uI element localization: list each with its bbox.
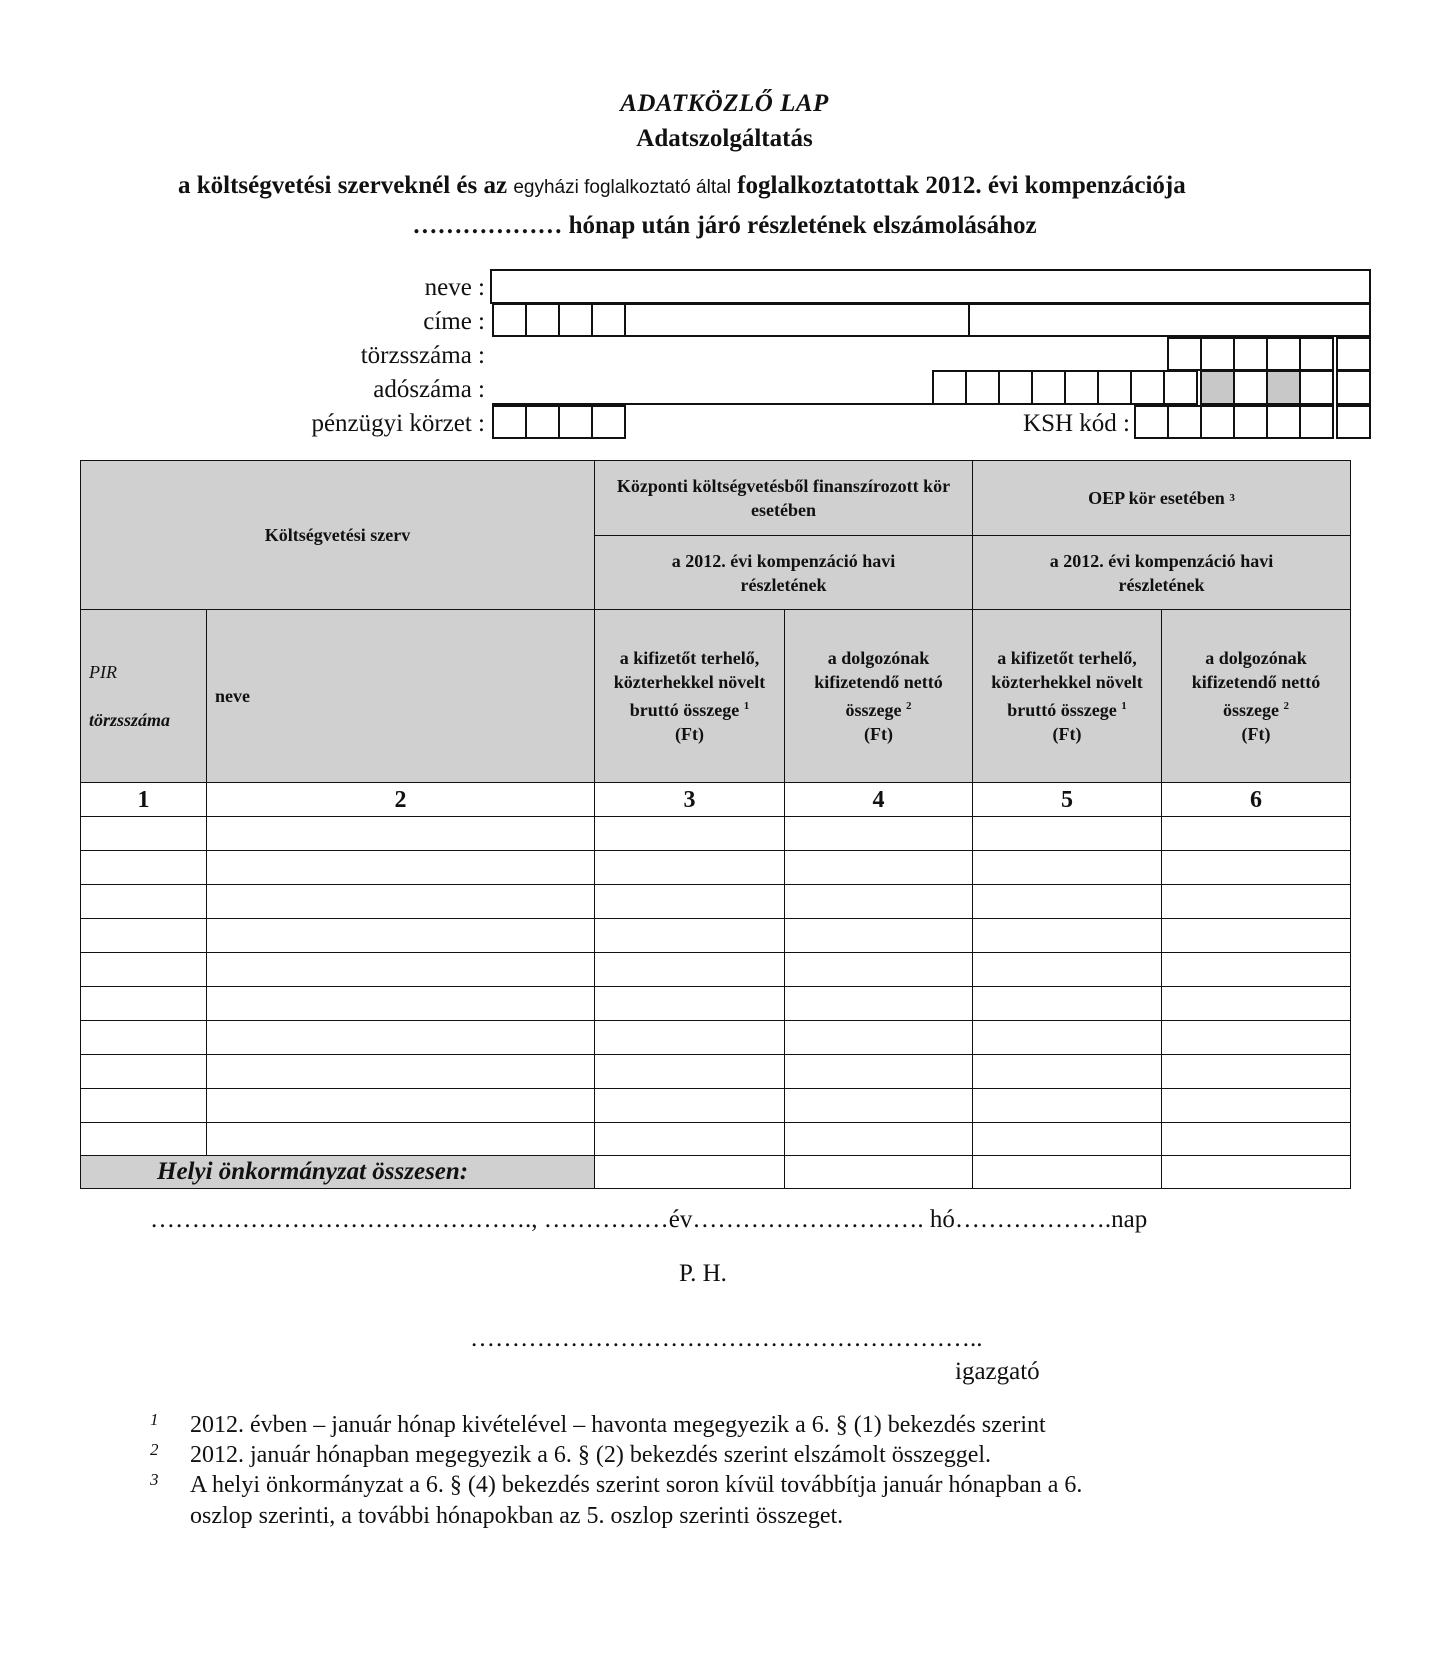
address-label: címe : xyxy=(423,308,485,335)
table-cell[interactable] xyxy=(80,986,207,1021)
subtitle-line-1 xyxy=(178,172,1186,200)
col-header-6-footnote: 2 xyxy=(1283,700,1289,712)
tax-digit-11[interactable] xyxy=(1336,370,1371,405)
subtitle-line-2: ……………… hónap után járó részletének elszámolásához xyxy=(412,212,1037,239)
table-cell[interactable] xyxy=(784,1054,973,1089)
ksh-digit-1[interactable] xyxy=(1134,405,1169,439)
registry-digit-6[interactable] xyxy=(1336,337,1371,371)
tax-label: adószáma : xyxy=(373,376,485,403)
oep-header xyxy=(972,460,1351,536)
tax-separator-1 xyxy=(1200,370,1235,405)
col-number-1: 1 xyxy=(80,782,207,817)
ksh-digit-3[interactable] xyxy=(1200,405,1235,439)
col-header-4-unit: (Ft) xyxy=(864,724,893,744)
tax-digit-9[interactable] xyxy=(1233,370,1268,405)
table-cell[interactable] xyxy=(594,850,785,885)
col-header-3-footnote: 1 xyxy=(743,700,750,712)
table-cell[interactable] xyxy=(972,952,1162,987)
district-digit-2[interactable] xyxy=(525,405,560,439)
central-subheader: a 2012. évi kompenzáció havi részletének xyxy=(594,535,973,610)
table-cell[interactable] xyxy=(972,1054,1162,1089)
table-cell[interactable] xyxy=(784,1088,973,1123)
table-cell[interactable] xyxy=(594,986,785,1021)
table-cell[interactable] xyxy=(80,1020,207,1055)
footnote-3-continuation: oszlop szerinti, a további hónapokban az 5. oszlop szerinti összeget. xyxy=(190,1503,844,1529)
tax-digit-3[interactable] xyxy=(998,370,1033,405)
signature-line: …………………………………………………….. xyxy=(470,1325,983,1352)
district-digit-3[interactable] xyxy=(558,405,593,439)
sum-col-4[interactable] xyxy=(784,1155,973,1189)
col-number-5: 5 xyxy=(972,782,1162,817)
col-header-3-unit: (Ft) xyxy=(675,724,704,744)
col-header-3-text: a kifizetőt terhelő, közterhekkel növelt bruttó összege xyxy=(613,648,766,720)
registry-digit-4[interactable] xyxy=(1266,337,1301,371)
table-cell[interactable] xyxy=(206,884,595,919)
table-cell[interactable] xyxy=(1161,1020,1351,1055)
table-cell[interactable] xyxy=(1161,1122,1351,1157)
table-cell[interactable] xyxy=(1161,1088,1351,1123)
table-cell[interactable] xyxy=(594,1054,785,1089)
table-cell[interactable] xyxy=(206,918,595,953)
postcode-digit-2[interactable] xyxy=(525,303,560,337)
footnote-3-text: A helyi önkormányzat a 6. § (4) bekezdés szerint soron kívül továbbítja január hónapban a 6. xyxy=(190,1472,1083,1498)
col-number-6: 6 xyxy=(1161,782,1351,817)
table-cell[interactable] xyxy=(784,884,973,919)
table-cell[interactable] xyxy=(80,1122,207,1157)
postcode-digit-3[interactable] xyxy=(558,303,593,337)
date-line: ………………………………………., ……………év………………………. hó……………….nap xyxy=(150,1206,1148,1233)
table-cell[interactable] xyxy=(972,1088,1162,1123)
table-cell[interactable] xyxy=(1161,1054,1351,1089)
col-header-name: neve xyxy=(206,609,595,783)
table-cell[interactable] xyxy=(972,986,1162,1021)
ksh-digit-4[interactable] xyxy=(1233,405,1268,439)
table-cell[interactable] xyxy=(80,884,207,919)
table-cell[interactable] xyxy=(784,918,973,953)
table-cell[interactable] xyxy=(1161,816,1351,851)
table-cell[interactable] xyxy=(784,952,973,987)
table-cell[interactable] xyxy=(80,918,207,953)
district-digit-4[interactable] xyxy=(591,405,626,439)
col-header-5 xyxy=(972,609,1162,783)
col-number-3: 3 xyxy=(594,782,785,817)
table-cell[interactable] xyxy=(206,1122,595,1157)
oep-subheader: a 2012. évi kompenzáció havi részletének xyxy=(972,535,1351,610)
sum-col-3[interactable] xyxy=(594,1155,785,1189)
table-cell[interactable] xyxy=(80,952,207,987)
col-header-3 xyxy=(594,609,785,783)
sum-col-5[interactable] xyxy=(972,1155,1162,1189)
sum-row-label: Helyi önkormányzat összesen: xyxy=(80,1155,595,1189)
ksh-digit-2[interactable] xyxy=(1167,405,1202,439)
table-cell[interactable] xyxy=(594,884,785,919)
table-cell[interactable] xyxy=(1161,884,1351,919)
address-city-field[interactable] xyxy=(624,303,970,337)
table-cell[interactable] xyxy=(972,816,1162,851)
col-header-5-footnote: 1 xyxy=(1121,700,1127,712)
oep-header-footnote: 3 xyxy=(1229,492,1235,504)
ksh-digit-7[interactable] xyxy=(1336,405,1371,439)
tax-digit-7[interactable] xyxy=(1130,370,1165,405)
table-cell[interactable] xyxy=(784,1020,973,1055)
registry-digit-2[interactable] xyxy=(1200,337,1235,371)
table-cell[interactable] xyxy=(80,816,207,851)
col-number-4: 4 xyxy=(784,782,973,817)
table-cell[interactable] xyxy=(784,1122,973,1157)
postcode-digit-1[interactable] xyxy=(492,303,527,337)
col-header-pir-line2: törzsszáma xyxy=(89,710,171,730)
tax-digit-2[interactable] xyxy=(965,370,1000,405)
sum-col-6[interactable] xyxy=(1161,1155,1351,1189)
col-header-pir xyxy=(80,609,207,783)
footnote-2-number: 2 xyxy=(150,1440,159,1459)
table-cell[interactable] xyxy=(1161,986,1351,1021)
subtitle-line-1-start: a költségvetési szerveknél és az xyxy=(178,172,508,199)
table-cell[interactable] xyxy=(784,986,973,1021)
signatory-role: igazgató xyxy=(955,1358,1040,1385)
footnote-3-number: 3 xyxy=(150,1470,159,1489)
table-cell[interactable] xyxy=(594,816,785,851)
col-header-5-unit: (Ft) xyxy=(1052,724,1082,744)
central-header: Központi költségvetésből finanszírozott kör esetében xyxy=(594,460,973,536)
table-cell[interactable] xyxy=(206,1088,595,1123)
table-cell[interactable] xyxy=(80,1088,207,1123)
table-cell[interactable] xyxy=(206,1020,595,1055)
col-header-6-text: a dolgozónak kifizetendő nettó összege xyxy=(1191,648,1321,720)
table-cell[interactable] xyxy=(784,816,973,851)
table-cell[interactable] xyxy=(80,850,207,885)
col-header-4 xyxy=(784,609,973,783)
table-cell[interactable] xyxy=(1161,850,1351,885)
footnote-1-number: 1 xyxy=(150,1410,159,1429)
tax-digit-4[interactable] xyxy=(1031,370,1066,405)
table-cell[interactable] xyxy=(972,884,1162,919)
col-header-4-footnote: 2 xyxy=(905,700,912,712)
postcode-digit-4[interactable] xyxy=(591,303,626,337)
footnote-2-text: 2012. január hónapban megegyezik a 6. § (2) bekezdés szerint elszámolt összeggel. xyxy=(190,1442,992,1468)
col-number-2: 2 xyxy=(206,782,595,817)
tax-digit-1[interactable] xyxy=(932,370,967,405)
table-cell[interactable] xyxy=(594,918,785,953)
ksh-label: KSH kód : xyxy=(1023,410,1130,437)
district-digit-1[interactable] xyxy=(492,405,527,439)
address-street-field[interactable] xyxy=(968,303,1371,337)
table-cell[interactable] xyxy=(594,1122,785,1157)
table-cell[interactable] xyxy=(206,952,595,987)
table-cell[interactable] xyxy=(1161,918,1351,953)
registry-digit-5[interactable] xyxy=(1299,337,1334,371)
table-cell[interactable] xyxy=(206,986,595,1021)
oep-header-text: OEP kör esetében xyxy=(1088,488,1225,508)
district-label: pénzügyi körzet : xyxy=(311,410,485,437)
table-cell[interactable] xyxy=(972,1122,1162,1157)
registry-label: törzsszáma : xyxy=(360,342,485,369)
table-cell[interactable] xyxy=(206,850,595,885)
table-cell[interactable] xyxy=(1161,952,1351,987)
col-header-4-text: a dolgozónak kifizetendő nettó összege xyxy=(814,648,943,720)
table-cell[interactable] xyxy=(206,816,595,851)
registry-digit-3[interactable] xyxy=(1233,337,1268,371)
form-subtitle: Adatszolgáltatás xyxy=(636,125,813,152)
table-cell[interactable] xyxy=(972,918,1162,953)
name-label: neve : xyxy=(424,274,485,301)
col-header-6-unit: (Ft) xyxy=(1241,724,1271,744)
tax-digit-10[interactable] xyxy=(1299,370,1334,405)
tax-digit-6[interactable] xyxy=(1097,370,1132,405)
table-cell[interactable] xyxy=(972,1020,1162,1055)
stamp-label: P. H. xyxy=(679,1260,727,1287)
table-cell[interactable] xyxy=(594,952,785,987)
table-cell[interactable] xyxy=(972,850,1162,885)
table-cell[interactable] xyxy=(594,1088,785,1123)
tax-digit-5[interactable] xyxy=(1064,370,1099,405)
table-cell[interactable] xyxy=(784,850,973,885)
col-header-5-text: a kifizetőt terhelő, közterhekkel növelt bruttó összege xyxy=(991,648,1143,720)
tax-digit-8[interactable] xyxy=(1163,370,1198,405)
col-header-6 xyxy=(1161,609,1351,783)
footnote-1-text: 2012. évben – január hónap kivételével – havonta megegyezik a 6. § (1) bekezdés szerint xyxy=(190,1412,1046,1438)
group-header-budget-org: Költségvetési szerv xyxy=(80,460,595,610)
subtitle-line-1-end: foglalkoztatottak 2012. évi kompenzációja xyxy=(737,172,1186,199)
ksh-digit-6[interactable] xyxy=(1299,405,1334,439)
table-cell[interactable] xyxy=(594,1020,785,1055)
col-header-pir-line1: PIR xyxy=(89,662,117,682)
registry-digit-1[interactable] xyxy=(1167,337,1202,371)
table-cell[interactable] xyxy=(206,1054,595,1089)
ksh-digit-5[interactable] xyxy=(1266,405,1301,439)
name-field[interactable] xyxy=(490,269,1371,304)
tax-separator-2 xyxy=(1266,370,1301,405)
table-cell[interactable] xyxy=(80,1054,207,1089)
subtitle-inserted-text: egyházi foglalkoztató által xyxy=(513,177,731,198)
form-title: ADATKÖZLŐ LAP xyxy=(620,90,829,117)
